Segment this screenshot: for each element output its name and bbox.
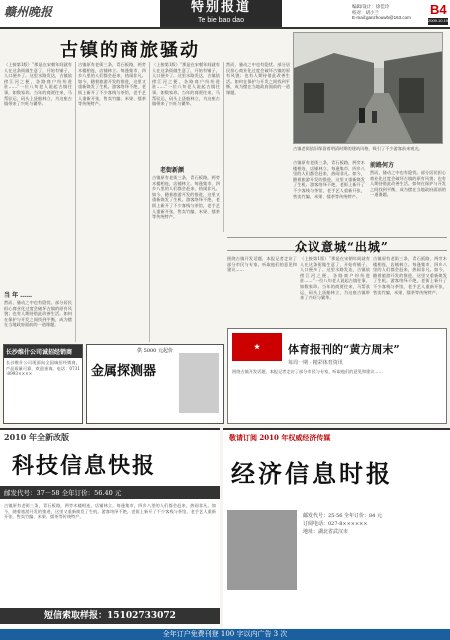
tech-ad-year: 2010 年全新改版 — [4, 432, 70, 442]
article-column-3b: 古镇原有老街三条，青石板路，两旁木楼相连，店铺林立。每逢集市，四乡八里的人们都会赶来，热闹非凡。如今，随着旅游开发的推进，这里又重新焕发了生机。游客络绎不绝，老街上新开了不少客栈与茶馆，老手艺人重新开张，售卖竹编、米果、擂茶等传统特产。 — [152, 175, 220, 220]
photo-caption: 古镇老街依旧保留着明清时期的建筑风格，吸引了不少游客前来观光。 — [293, 146, 423, 151]
page-date: 2009.10.19 — [428, 18, 449, 23]
section-band — [160, 0, 282, 27]
tech-ad-title: 科技信息快报 — [12, 453, 157, 479]
article-column-6: 然而，骚动之中也有隐忧。部分居民担心商业化过度会破坏古镇的原有风貌；也有人期待借此改善生活。如何在保护与开发之间找到平衡，成为摆在当地政府面前的一道课题。 — [370, 170, 446, 198]
article-subhead-a: 当 年 …… — [4, 292, 33, 299]
sports-weekly-ad — [227, 328, 447, 424]
sports-ad-title: 体育报刊的“黄方周末” — [288, 343, 400, 356]
article-headline: 古镇的商旅骚动 — [60, 40, 200, 61]
opinions-col-2: （上接第1版）“那是在宋朝年间就有人在这条街做生意了，开始有铺子，人口便多了。这里水路发达，古镇依傍江河之便，各路商户纷纷进驻……”一位八旬老人说起古镇往事，如数家珍。当年的商贾往来，马帮驮运，码头上货船林立，为这座古镇带来了兴旺与繁华。 — [300, 256, 370, 301]
sports-ad-text: 围绕古镇开发话题，本报记者走访了部分市民与专家，听取他们的意见和建议…… — [232, 369, 383, 374]
opinions-col-1: 围绕古镇开发话题，本报记者走访了部分市民与专家，听取他们的意见和建议…… — [227, 256, 297, 273]
tech-news-ad — [0, 428, 220, 628]
economic-news-ad — [223, 428, 450, 628]
editor-info: 编辑/设计：徐佳玲 校对：胡小兰 E-mail:ganzhouwb@163.com — [352, 4, 411, 20]
article-column-3: （上接第1版）“那是在宋朝年间就有人在这条街做生意了，开始有铺子，人口便多了。这里水路发达，古镇依傍江河之便，各路商户纷纷进驻……”一位八旬老人说起古镇往事，如数家珍。当年的商贾往来，马帮驮运，码头上货船林立，为这座古镇带来了兴旺与繁华。 — [152, 62, 220, 107]
header-rule — [0, 27, 450, 29]
metal-detector-title: 金属探测器 — [91, 364, 157, 379]
article-column-4: 然而，骚动之中也有隐忧。部分居民担心商业化过度会破坏古镇的原有风貌；也有人期待借此改善生活。如何在保护与开发之间找到平衡，成为摆在当地政府面前的一道课题。 — [226, 62, 290, 95]
article-photo — [293, 32, 443, 144]
article-subhead-c: 前路何方 — [370, 162, 395, 169]
econ-ad-image — [227, 510, 297, 590]
sports-ad-badge-icon: ★ — [232, 333, 282, 361]
article-column-5: 古镇原有老街三条，青石板路，两旁木楼相连，店铺林立。每逢集市，四乡八里的人们都会赶来，热闹非凡。如今，随着旅游开发的推进，这里又重新焕发了生机。游客络绎不绝，老街上新开了不少客栈与茶馆，老手艺人重新开张，售卖竹编、米果、擂茶等传统特产。 — [293, 160, 365, 199]
dealer-ad-title: 长沙维什公司诚招经销商 — [4, 345, 82, 358]
opinions-col-3: 古镇原有老街三条，青石板路，两旁木楼相连，店铺林立。每逢集市，四乡八里的人们都会赶来，热闹非凡。如今，随着旅游开发的推进，这里又重新焕发了生机。游客络绎不绝，老街上新开了不少客栈与茶馆，老手艺人重新开张，售卖竹编、米果、擂茶等传统特产。 — [373, 256, 447, 295]
dealer-ad — [3, 344, 83, 424]
metal-detector-ad — [86, 344, 224, 424]
masthead — [0, 0, 450, 27]
tech-ad-price: 邮发代号：37－58 全年订价：56.40 元 — [0, 486, 220, 499]
detector-image — [179, 353, 219, 413]
column-divider — [223, 62, 224, 232]
page-number: B4 — [430, 2, 447, 17]
dealer-ad-text: 长沙维什公司现面向全国诚招经销商，产品质量可靠，欢迎垂询。电话：0731-8993×××× — [6, 360, 80, 377]
econ-ad-info: 邮发代号：25-56 全年订价：84 元 订阅电话：027-8×××××× 地址：湖北省武汉市 — [303, 513, 382, 535]
econ-ad-slogan: 敬请订阅 2010 年权威经济传媒 — [229, 433, 331, 442]
old-town-street-photo — [294, 33, 443, 144]
tech-ad-body: 古镇原有老街三条，青石板路，两旁木楼相连，店铺林立。每逢集市，四乡八里的人们都会赶来，热闹非凡。如今，随着旅游开发的推进，这里又重新焕发了生机。游客络绎不绝，老街上新开了不少客栈与茶馆，老手艺人重新开张，售卖竹编、米果、擂茶等传统特产。 — [4, 503, 216, 520]
article-column-1b: 然而，骚动之中也有隐忧。部分居民担心商业化过度会破坏古镇的原有风貌；也有人期待借此改善生活。如何在保护与开发之间找到平衡，成为摆在当地政府面前的一道课题。 — [4, 300, 72, 328]
section-subtitle: Te bie bao dao — [198, 17, 244, 24]
newspaper-logo: 赣州晚报 — [4, 5, 53, 19]
column-divider — [75, 62, 76, 342]
footer-bar: 全年订户免费刊登 100 字以内广告 3 次 — [0, 629, 450, 640]
metal-detector-price: 供 5000 元起价 — [137, 348, 173, 354]
sports-ad-subtitle: 每周一期 · 精彩体育资讯 — [288, 360, 343, 366]
opinions-title: 众议意城“出城” — [295, 240, 389, 254]
tech-ad-sms: 短信索取样报：15102733072 — [0, 608, 220, 624]
section-title: 特别报道 — [190, 0, 251, 15]
article-column-2: 古镇原有老街三条，青石板路，两旁木楼相连，店铺林立。每逢集市，四乡八里的人们都会赶来，热闹非凡。如今，随着旅游开发的推进，这里又重新焕发了生机。游客络绎不绝，老街上新开了不少客栈与茶馆，老手艺人重新开张，售卖竹编、米果、擂茶等传统特产。 — [78, 62, 146, 107]
article-subhead-b: 老街新颜 — [160, 167, 185, 174]
article-column-1: （上接第1版）“那是在宋朝年间就有人在这条街做生意了，开始有铺子，人口便多了。这里水路发达，古镇依傍江河之便，各路商户纷纷进驻……”一位八旬老人说起古镇往事，如数家珍。当年的商贾往来，马帮驮运，码头上货船林立，为这座古镇带来了兴旺与繁华。 — [4, 62, 72, 107]
column-divider — [149, 62, 150, 342]
opinions-header — [227, 237, 447, 254]
econ-ad-title: 经济信息时报 — [231, 459, 393, 488]
